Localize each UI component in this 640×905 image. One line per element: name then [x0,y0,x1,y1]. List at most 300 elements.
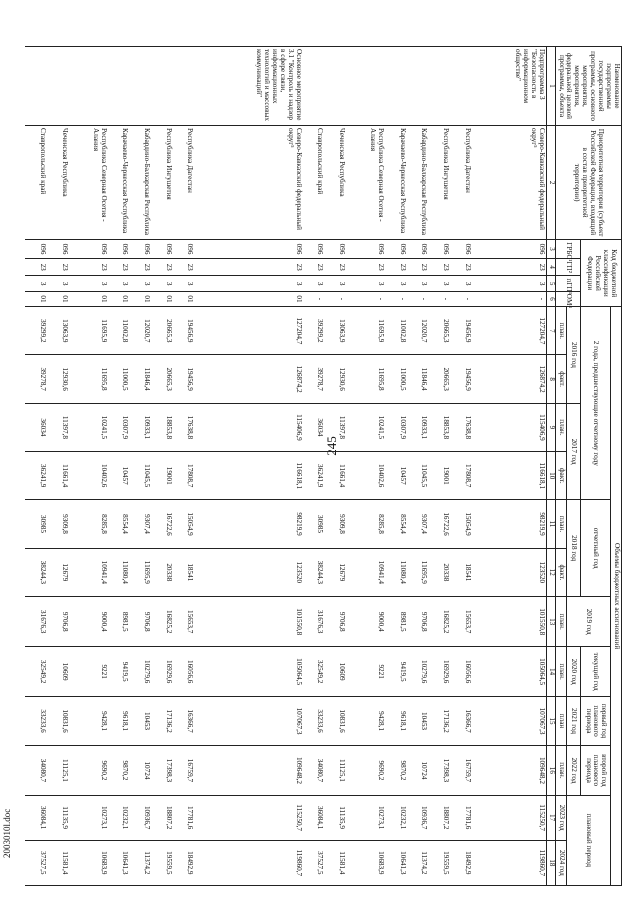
amount-cell: 10683,9 [346,840,385,885]
territory-cell: Карачаево-Черкесская Республика [385,126,407,240]
budget-code-cell: 01 [173,291,195,306]
header-planning-year-1: первый год планового периода [580,696,610,745]
amount-cell: 10232,1 [385,795,407,840]
amount-cell: 11846,4 [129,355,151,403]
amount-cell: 33233,6 [303,696,325,745]
budget-code-cell: 3 [324,276,346,291]
column-index: 11 [546,500,555,548]
amount-cell: 36034 [25,403,47,451]
amount-cell: 39278,7 [25,355,47,403]
amount-cell: 17808,7 [173,452,195,500]
amount-cell: 15653,7 [173,596,195,647]
column-index: 4 [546,258,555,276]
amount-cell: 11397,8 [324,403,346,451]
amount-cell: 20665,3 [151,355,173,403]
table-row [47,47,69,886]
amount-cell: 18492,9 [450,840,472,885]
table-row [194,47,302,886]
amount-cell: 11695,8 [69,355,108,403]
column-index: 14 [546,647,555,696]
amount-cell: 10402,6 [69,452,108,500]
budget-code-cell: 23 [385,258,407,276]
budget-code-cell: 096 [407,240,429,259]
column-index: 1 [546,47,555,126]
budget-code-cell: 3 [194,276,302,291]
amount-cell: 36034 [303,403,325,451]
program-name-cell [151,47,173,126]
budget-code-cell: 096 [346,240,385,259]
amount-cell: 11135,9 [324,795,346,840]
column-index: 2 [546,126,555,240]
amount-cell: 10609 [324,647,346,696]
document-file-name: 2003010l.doc [2,808,12,858]
amount-cell: 10724 [129,746,151,795]
page-number: 245 [323,436,339,456]
header-code-group: Код бюджетной классификации Российской Федерации [580,240,621,307]
amount-cell: 11374,2 [407,840,429,885]
budget-code-cell: - [346,291,385,306]
amount-cell: 9618,1 [108,696,130,745]
amount-cell: 32549,2 [303,647,325,696]
amount-cell: 11695,9 [346,307,385,355]
column-index: 13 [546,596,555,647]
budget-code-cell: 23 [129,258,151,276]
budget-code-cell: 3 [450,276,472,291]
budget-code-cell: 3 [385,276,407,291]
budget-code-cell: 3 [129,276,151,291]
amount-cell: 15054,9 [450,500,472,548]
amount-cell: 9000,4 [346,596,385,647]
header-year-2019: 2019 год [566,596,611,647]
amount-cell: 10724 [407,746,429,795]
amount-cell: 10641,3 [108,840,130,885]
amount-cell: 9870,2 [385,746,407,795]
amount-cell: 8554,4 [108,500,130,548]
program-name-cell: Основное мероприятие 3.1 "Контроль и надзор в сфере связи, информационных технологий и массовых коммуникаций" [194,47,302,126]
amount-cell: 12679 [47,548,69,596]
header-volumes: Объемы бюджетных ассигнований [611,307,622,886]
amount-cell: 11080,4 [385,548,407,596]
territory-cell: Республика Дагестан [173,126,195,240]
amount-cell: 36241,9 [303,452,325,500]
column-index: 6 [546,291,555,306]
budget-code-cell: 3 [108,276,130,291]
column-index: 15 [546,696,555,745]
amount-cell: 109648,2 [472,746,547,795]
budget-code-cell: 23 [346,258,385,276]
amount-cell: 36084,1 [25,795,47,840]
amount-cell: 9706,8 [129,596,151,647]
header-code-pgp: пГП³ [555,276,580,291]
amount-cell: 18541 [450,548,472,596]
amount-cell: 18853,8 [151,403,173,451]
budget-code-cell: 096 [472,240,547,259]
table-row [173,47,195,886]
territory-cell: Северо-Кавказский федеральный округ⁵ [472,126,547,240]
budget-code-cell: - [324,291,346,306]
budget-code-cell: 3 [472,276,547,291]
amount-cell: 19001 [428,452,450,500]
amount-cell: 12679 [324,548,346,596]
amount-cell: 39299,2 [25,307,47,355]
amount-cell: 13063,9 [47,307,69,355]
header-name-column: Наименование подпрограммы государственной программы, основного мероприятия, мероприятия, федеральной целевой программы, объекта [555,47,621,126]
budget-code-cell: 096 [303,240,325,259]
budget-code-cell: 23 [25,258,47,276]
amount-cell: 127204,7 [472,307,547,355]
amount-cell: 115406,9 [472,403,547,451]
amount-cell: 12930,6 [324,355,346,403]
header-year-2023: 2023 год [555,795,566,840]
amount-cell: 116618,1 [472,452,547,500]
table-row [428,47,450,886]
amount-cell: 18541 [173,548,195,596]
territory-cell: Северо-Кавказский федеральный округ⁵ [194,126,302,240]
amount-cell: 9706,8 [47,596,69,647]
amount-cell: 8981,5 [385,596,407,647]
program-name-cell [428,47,450,126]
amount-cell: 10936,7 [129,795,151,840]
amount-cell: 12020,7 [129,307,151,355]
budget-code-cell: 096 [25,240,47,259]
program-name-cell [69,47,108,126]
amount-cell: 11695,9 [407,548,429,596]
program-name-cell [324,47,346,126]
amount-cell: 9706,8 [407,596,429,647]
amount-cell: 123520 [472,548,547,596]
amount-cell: 11045,5 [129,452,151,500]
budget-code-cell: 096 [129,240,151,259]
amount-cell: 16825,2 [428,596,450,647]
amount-cell: 20338 [151,548,173,596]
budget-code-cell: 096 [428,240,450,259]
program-name-cell [108,47,130,126]
column-index-row [546,47,555,886]
amount-cell: 8554,4 [385,500,407,548]
amount-cell: 10453 [129,696,151,745]
budget-allocation-table [25,46,622,886]
amount-cell: 16366,7 [450,696,472,745]
amount-cell: 10232,1 [108,795,130,840]
header-plan: план. [555,596,566,647]
budget-code-cell: 096 [385,240,407,259]
rotated-table-wrapper [32,46,622,886]
amount-cell: 11000,5 [385,355,407,403]
amount-cell: 11000,5 [108,355,130,403]
amount-cell: 10307,9 [108,403,130,451]
amount-cell: 101550,8 [194,596,302,647]
amount-cell: 18492,9 [173,840,195,885]
amount-cell: 17136,2 [151,696,173,745]
amount-cell: 16759,7 [450,746,472,795]
amount-cell: 31676,3 [25,596,47,647]
header-fact: факт. [555,355,566,403]
budget-code-cell: 23 [69,258,108,276]
amount-cell: 10933,1 [129,403,151,451]
table-row [303,47,325,886]
amount-cell: 17781,6 [450,795,472,840]
table-row [151,47,173,886]
amount-cell: 16056,6 [450,647,472,696]
amount-cell: 10241,5 [346,403,385,451]
amount-cell: 34080,7 [25,746,47,795]
amount-cell: 115406,9 [194,403,302,451]
amount-cell: 16366,7 [173,696,195,745]
header-fact: факт. [555,452,566,500]
amount-cell: 116618,1 [194,452,302,500]
column-index: 17 [546,795,555,840]
header-year-2021: 2021 год [566,696,580,745]
amount-cell: 11695,8 [346,355,385,403]
amount-cell: 9428,1 [69,696,108,745]
program-name-cell [450,47,472,126]
amount-cell: 16929,6 [428,647,450,696]
header-planning-period: плановый период [566,795,611,885]
amount-cell: 37527,5 [303,840,325,885]
budget-code-cell: 096 [69,240,108,259]
amount-cell: 33233,6 [25,696,47,745]
budget-code-cell: 23 [324,258,346,276]
amount-cell: 11125,1 [324,746,346,795]
table-row [69,47,108,886]
amount-cell: 8981,5 [108,596,130,647]
amount-cell: 20665,3 [428,307,450,355]
amount-cell: 37527,5 [25,840,47,885]
amount-cell: 9428,1 [346,696,385,745]
program-name-cell [407,47,429,126]
amount-cell: 30985 [25,500,47,548]
territory-cell: Чеченская Республика [324,126,346,240]
amount-cell: 9307,4 [407,500,429,548]
table-row [385,47,407,886]
amount-cell: 16759,7 [173,746,195,795]
budget-code-cell: - [385,291,407,306]
budget-code-cell: 3 [151,276,173,291]
header-plan: план. [555,500,566,548]
amount-cell: 34080,7 [303,746,325,795]
territory-cell: Республика Ингушетия [151,126,173,240]
territory-cell: Республика Северная Осетия - Алания [346,126,385,240]
amount-cell: 16929,6 [151,647,173,696]
amount-cell: 127204,7 [194,307,302,355]
budget-code-cell: 01 [108,291,130,306]
column-index: 18 [546,840,555,885]
table-row [324,47,346,886]
budget-code-cell: 3 [303,276,325,291]
header-plan: план. [555,647,566,696]
amount-cell: 12020,7 [407,307,429,355]
amount-cell: 20338 [428,548,450,596]
amount-cell: 10457 [385,452,407,500]
amount-cell: 11135,9 [47,795,69,840]
amount-cell: 105064,5 [194,647,302,696]
amount-cell: 11397,8 [47,403,69,451]
budget-code-cell: 3 [69,276,108,291]
budget-code-cell: 23 [108,258,130,276]
header-plan: план [555,696,566,745]
amount-cell: 10941,4 [346,548,385,596]
column-index: 7 [546,307,555,355]
amount-cell: 9221 [69,647,108,696]
amount-cell: 11374,2 [129,840,151,885]
program-name-cell [346,47,385,126]
program-name-cell [129,47,151,126]
amount-cell: 11045,5 [407,452,429,500]
amount-cell: 19456,9 [450,355,472,403]
budget-code-cell: 23 [47,258,69,276]
amount-cell: 39278,7 [303,355,325,403]
amount-cell: 126874,2 [194,355,302,403]
amount-cell: 36241,9 [25,452,47,500]
budget-code-cell: 3 [407,276,429,291]
budget-code-cell: 3 [346,276,385,291]
budget-code-cell: - [472,291,547,306]
header-year-2018: 2018 год [566,500,580,597]
amount-cell: 10241,5 [69,403,108,451]
amount-cell: 16722,6 [151,500,173,548]
territory-cell: Кабардино-Балкарская Республика [407,126,429,240]
budget-code-cell: 01 [25,291,47,306]
amount-cell: 119860,7 [472,840,547,885]
amount-cell: 39299,2 [303,307,325,355]
column-index: 10 [546,452,555,500]
table-row [407,47,429,886]
amount-cell: 38244,3 [303,548,325,596]
program-name-cell [303,47,325,126]
header-current-year: текущий год [580,647,610,696]
budget-code-cell: 23 [472,258,547,276]
amount-cell: 11846,4 [407,355,429,403]
budget-code-cell: 096 [194,240,302,259]
amount-cell: 98219,9 [194,500,302,548]
header-plan: план. [555,307,566,355]
amount-cell: 19456,9 [173,355,195,403]
amount-cell: 12930,6 [47,355,69,403]
budget-code-cell: 01 [47,291,69,306]
program-name-cell: Подпрограмма 3 "Безопасность в информационном обществе" [472,47,547,126]
amount-cell: 18853,8 [428,403,450,451]
amount-cell: 10402,6 [346,452,385,500]
budget-code-cell: 096 [450,240,472,259]
header-prev-two-years: 2 года, предшествующие отчетному году [580,307,610,500]
amount-cell: 10457 [108,452,130,500]
territory-cell: Республика Дагестан [450,126,472,240]
column-index: 16 [546,746,555,795]
amount-cell: 10641,3 [385,840,407,885]
budget-code-cell: - [303,291,325,306]
column-index: 9 [546,403,555,451]
header-year-2022: 2022 год [566,746,580,795]
amount-cell: 11661,4 [47,452,69,500]
amount-cell: 10941,4 [69,548,108,596]
amount-cell: 17136,2 [428,696,450,745]
amount-cell: 9690,2 [346,746,385,795]
amount-cell: 10273,1 [346,795,385,840]
amount-cell: 9690,2 [69,746,108,795]
budget-code-cell: 096 [151,240,173,259]
budget-code-cell: - [428,291,450,306]
budget-code-cell: 3 [25,276,47,291]
program-name-cell [25,47,47,126]
amount-cell: 11581,4 [324,840,346,885]
amount-cell: 11695,9 [129,548,151,596]
table-header [546,47,621,886]
program-name-cell [173,47,195,126]
amount-cell: 17638,8 [173,403,195,451]
amount-cell: 13063,9 [324,307,346,355]
budget-code-cell: 3 [428,276,450,291]
column-index: 3 [546,240,555,259]
amount-cell: 17398,3 [428,746,450,795]
amount-cell: 16722,6 [428,500,450,548]
amount-cell: 17398,3 [151,746,173,795]
amount-cell: 10273,1 [69,795,108,840]
budget-code-cell: 23 [303,258,325,276]
amount-cell: 17781,6 [173,795,195,840]
amount-cell: 18807,2 [151,795,173,840]
territory-cell: Ставропольский край [25,126,47,240]
territory-cell: Республика Ингушетия [428,126,450,240]
budget-code-cell: 096 [108,240,130,259]
budget-code-cell: 096 [324,240,346,259]
column-index: 12 [546,548,555,596]
amount-cell: 10609 [47,647,69,696]
amount-cell: 126874,2 [472,355,547,403]
amount-cell: 11002,8 [385,307,407,355]
header-planning-year-2: второй год планового периода [580,746,610,795]
amount-cell: 11080,4 [108,548,130,596]
amount-cell: 10933,1 [407,403,429,451]
header-year-2024: 2024 год [555,840,566,885]
header-year-2017: 2017 год [566,403,580,500]
amount-cell: 10831,6 [47,696,69,745]
table-body [25,47,546,886]
column-index: 8 [546,355,555,403]
amount-cell: 19456,9 [173,307,195,355]
budget-code-cell: - [450,291,472,306]
amount-cell: 20665,3 [151,307,173,355]
amount-cell: 9419,5 [108,647,130,696]
amount-cell: 9618,1 [385,696,407,745]
program-name-cell [385,47,407,126]
amount-cell: 16056,6 [173,647,195,696]
amount-cell: 10307,9 [385,403,407,451]
amount-cell: 10831,6 [324,696,346,745]
header-territory-column: Приоритетная территория (субъект Российской Федерации, входящий в состав приоритетной территории) [555,126,621,240]
budget-code-cell: 3 [173,276,195,291]
territory-cell: Чеченская Республика [47,126,69,240]
amount-cell: 10279,6 [129,647,151,696]
amount-cell: 11695,9 [69,307,108,355]
budget-code-cell: 01 [194,291,302,306]
amount-cell: 107067,3 [472,696,547,745]
amount-cell: 9870,2 [108,746,130,795]
amount-cell: 10936,7 [407,795,429,840]
amount-cell: 17808,7 [450,452,472,500]
territory-cell: Ставропольский край [303,126,325,240]
amount-cell: 30985 [303,500,325,548]
amount-cell: 11581,4 [47,840,69,885]
amount-cell: 10279,6 [407,647,429,696]
amount-cell: 10683,9 [69,840,108,885]
budget-code-cell: - [407,291,429,306]
amount-cell: 105064,5 [472,647,547,696]
budget-code-cell: 3 [47,276,69,291]
header-year-2016: 2016 год [566,307,580,404]
column-index: 5 [546,276,555,291]
amount-cell: 8285,8 [69,500,108,548]
header-code-om: ОМ⁴ [555,291,580,306]
